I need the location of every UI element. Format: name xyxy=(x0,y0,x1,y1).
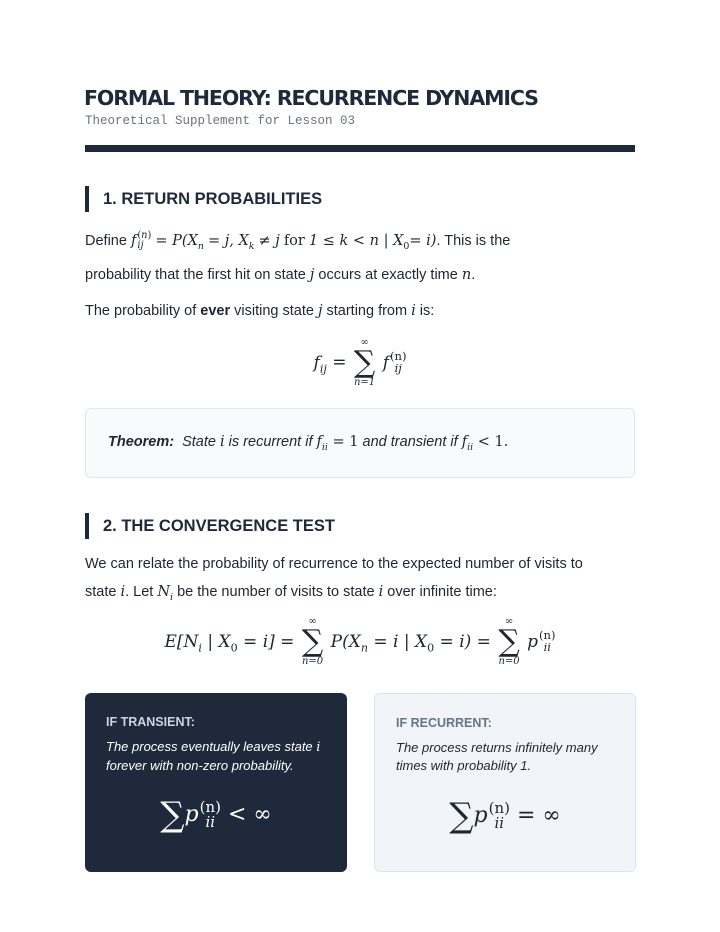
header-rule xyxy=(85,145,635,152)
theorem-box: Theorem: State i is recurrent if $f_{ii} = 1$ and transient if $f_{ii} < 1$. xyxy=(85,408,635,478)
math-neq-j: ≠ j xyxy=(258,233,280,249)
summation-symbol: ∞ ∑ n=0 xyxy=(301,616,324,667)
formula-sum-finite: ∑p (n) ii < ∞ xyxy=(160,795,272,835)
math-f-ij-n: f (n) ij xyxy=(130,230,152,251)
text-probability-of: The probability of xyxy=(85,303,197,319)
text-visiting-state: visiting state xyxy=(234,303,314,319)
text-probability-first-hit: probability that the first hit on state xyxy=(85,266,306,283)
section-heading-convergence-test: 2. THE CONVERGENCE TEST xyxy=(85,513,335,539)
text-this-is-the: . This is the xyxy=(436,233,511,249)
summation-symbol: ∞ ∑ n=1 xyxy=(353,337,376,388)
card-text-transient: The process eventually leaves state i forever with non-zero probability. xyxy=(106,739,321,773)
paragraph-definition: Define f (n) ij = $P(X_n = j$, $X_k \ne j$ for 1 ≤ k < n | $X_0= i$). This is the probability that the first hit on state j occurs at exactly time n. xyxy=(85,230,511,283)
math-j: j xyxy=(309,266,315,283)
math-eq-j: = j, X xyxy=(207,233,249,249)
theorem-label: Theorem: xyxy=(108,433,175,450)
paragraph-ever-visiting xyxy=(85,297,637,325)
text-occurs-at: occurs at exactly time xyxy=(318,266,458,283)
paragraph-expected-visits: We can relate the probability of recurrence to the expected number of visits to state i. Let $N_i$ be the number of visits to state i over infinite time: xyxy=(85,556,583,603)
card-if-recurrent xyxy=(374,693,636,872)
card-text-recurrent: The process returns infinitely many times with probability 1. xyxy=(396,740,598,773)
formula-sum-infinite: ∑p (n) ii = ∞ xyxy=(449,796,561,836)
page-title: FORMAL THEORY: RECURRENCE DYNAMICS xyxy=(84,86,538,110)
math-i: i xyxy=(411,303,416,319)
math-range: 1 ≤ k < n | X xyxy=(308,233,404,249)
math-n: n xyxy=(461,266,472,283)
math-j: j xyxy=(317,303,323,319)
section-heading-return-probabilities: 1. RETURN PROBABILITIES xyxy=(85,186,322,212)
page-subtitle: Theoretical Supplement for Lesson 03 xyxy=(85,114,356,128)
display-equation-expected-visits: $E[N_i$ | $X_0 = i$] = ∞ ∑ n=0 $P(X_n = i$ | $X_0 = i$) = ∞ ∑ n=0 p (n) ii xyxy=(164,616,556,667)
math-end: = i) xyxy=(409,233,437,249)
summation-symbol: ∞ ∑ n=0 xyxy=(498,616,520,667)
text-period: . xyxy=(471,266,476,283)
text-ever: ever xyxy=(200,303,231,319)
math-for: for xyxy=(283,233,305,249)
text-starting-from: starting from xyxy=(326,303,408,319)
card-label-recurrent: IF RECURRENT: xyxy=(396,716,492,730)
card-label-transient: IF TRANSIENT: xyxy=(106,715,195,729)
math-p-open: = P(X xyxy=(155,233,198,249)
text-is: is: xyxy=(419,303,435,319)
text-define: Define xyxy=(85,233,127,249)
card-if-transient xyxy=(85,693,347,872)
display-equation-fij: $f_{ij}$ = ∞ ∑ n=1 f (n) ij xyxy=(313,337,407,388)
